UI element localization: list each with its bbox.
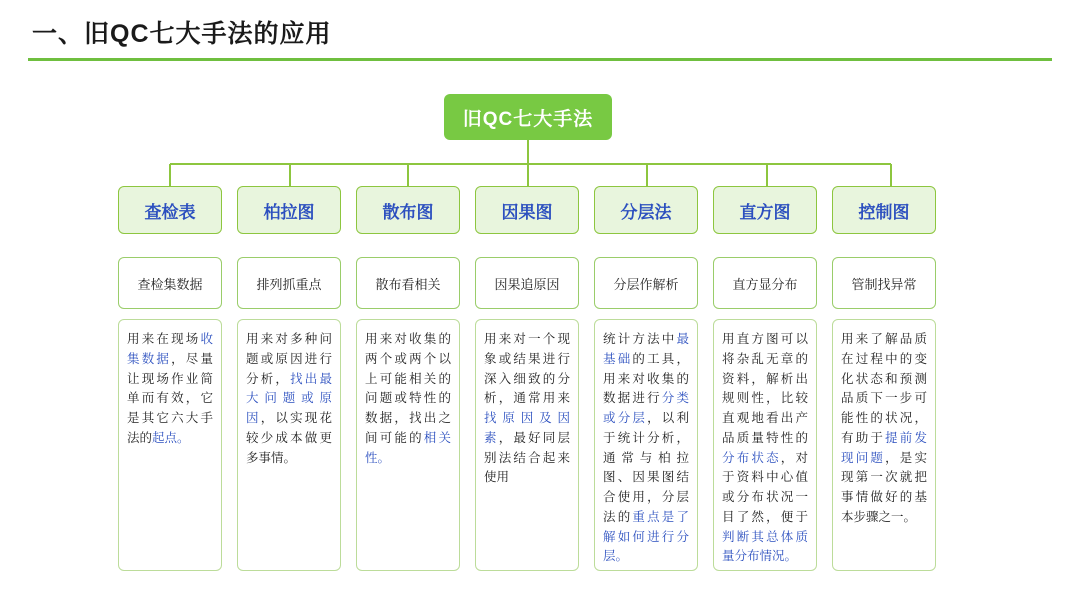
highlight-text: 重点是了解如何进行分层。 <box>603 509 689 564</box>
description-box <box>594 319 698 571</box>
branch-columns <box>0 186 1080 571</box>
category-box[interactable]: 控制图 <box>832 186 936 234</box>
highlight-text: 判断其总体质量分布情况。 <box>722 529 808 564</box>
page-title: 一、旧QC七大手法的应用 <box>32 20 332 48</box>
category-box[interactable]: 查检表 <box>118 186 222 234</box>
body-text: 的工具，用来对收集的数据进行 <box>603 351 689 406</box>
root-node: 旧QC七大手法 <box>444 94 612 140</box>
branch-column <box>237 186 341 571</box>
body-text: ，以实现花较少成本做更多事情。 <box>246 411 332 465</box>
sub-label-box: 散布看相关 <box>356 257 460 309</box>
body-text: 用来对多种问题或原因进行分析， <box>246 332 332 386</box>
title-divider <box>28 58 1052 61</box>
category-box[interactable]: 因果图 <box>475 186 579 234</box>
highlight-text: 相关性。 <box>365 430 451 465</box>
sub-label-box: 排列抓重点 <box>237 257 341 309</box>
description-box <box>237 319 341 571</box>
branch-column <box>832 186 936 571</box>
highlight-text: 找出最大问题或原因 <box>246 371 332 425</box>
branch-column <box>594 186 698 571</box>
branch-column <box>713 186 817 571</box>
highlight-text: 起点。 <box>152 430 190 445</box>
sub-label-box: 分层作解析 <box>594 257 698 309</box>
category-box[interactable]: 柏拉图 <box>237 186 341 234</box>
sub-label-box: 因果追原因 <box>475 257 579 309</box>
description-box <box>475 319 579 571</box>
description-box <box>118 319 222 571</box>
body-text: ，最好同层别法结合起来使用 <box>484 430 570 485</box>
sub-label-box: 直方显分布 <box>713 257 817 309</box>
branch-column <box>356 186 460 571</box>
description-box <box>713 319 817 571</box>
body-text: 用来对一个现象或结果进行深入细致的分析，通常用来 <box>484 332 570 406</box>
category-box[interactable]: 直方图 <box>713 186 817 234</box>
category-box[interactable]: 散布图 <box>356 186 460 234</box>
sub-label-box: 管制找异常 <box>832 257 936 309</box>
body-text: 用来对收集的两个或两个以上可能相关的问题或特性的数据，找出之间可能的 <box>365 332 451 445</box>
body-text: ，对于资料中心值或分布状况一目了然，便于 <box>722 450 808 524</box>
highlight-text: 最基础 <box>603 332 689 366</box>
body-text: 用直方图可以将杂乱无章的资料，解析出规则性，比较直观地看出产品质量特性的 <box>722 332 808 445</box>
highlight-text: 分类或分层 <box>603 391 689 425</box>
body-text: 用来在现场 <box>127 332 201 346</box>
body-text: ，以利于统计分析，通常与柏拉图、因果图结合使用，分层法的 <box>603 411 689 524</box>
highlight-text: 收集数据 <box>127 332 213 366</box>
branch-column <box>475 186 579 571</box>
category-box[interactable]: 分层法 <box>594 186 698 234</box>
body-text: 用来了解品质在过程中的变化状态和预测品质下一步可能性的状况，有助于 <box>841 332 927 445</box>
highlight-text: 分布状态 <box>722 450 781 465</box>
sub-label-box: 查检集数据 <box>118 257 222 309</box>
body-text: 统计方法中 <box>603 332 677 346</box>
branch-column <box>118 186 222 571</box>
body-text: ，是实现第一次就把事情做好的基本步骤之一。 <box>841 450 927 524</box>
highlight-text: 找原因及因素 <box>484 411 570 445</box>
description-box <box>832 319 936 571</box>
description-box <box>356 319 460 571</box>
body-text: ，尽量让现场作业简单而有效，它是其它六大手法的 <box>127 351 213 445</box>
highlight-text: 提前发现问题 <box>841 430 927 465</box>
